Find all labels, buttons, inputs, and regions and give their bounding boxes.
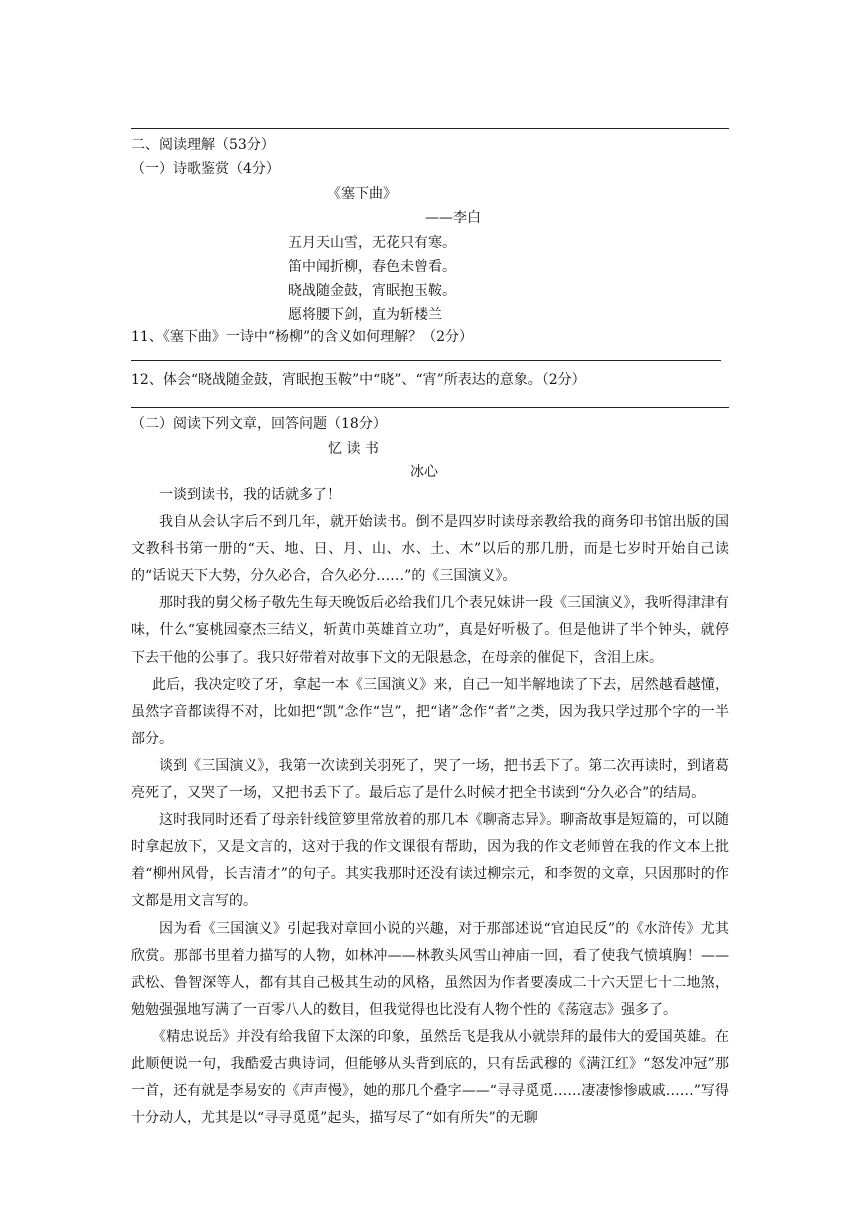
poetry-section-heading: （一）诗歌鉴赏（4分） [131,161,280,177]
question-11: 11、《塞下曲》一诗中“杨柳”的含义如何理解？（2分） [131,329,474,345]
article-paragraph: 那时我的舅父杨子敬先生每天晚饭后必给我们几个表兄妹讲一段《三国演义》，我听得津津有味，什么“宴桃园豪杰三结义，斩黄巾英雄首立功”，真是好听极了。但是他讲了半个钟头，就停下去干他的公事了。我只好带着对故事下文的无限悬念，在母亲的催促下，含泪上床。 [131,595,729,666]
article-paragraph: 因为看《三国演义》引起我对章回小说的兴趣，对于那部述说“官迫民反”的《水浒传》尤其欣赏。那部书里着力描写的人物，如林冲——林教头风雪山神庙一回，看了使我气愤填胸！——武松、鲁智深等人，都有其自己极其生动的风格，虽然因为作者要凑成二十六天罡七十二地煞，勉勉强强地写满了一百零八人的数目，但我觉得也比没有人物个性的《荡寇志》强多了。 [131,920,729,1018]
article-paragraph: 《精忠说岳》并没有给我留下太深的印象，虽然岳飞是我从小就崇拜的最伟大的爱国英雄。在此顺便说一句，我酷爱古典诗词，但能够从头背到底的，只有岳武穆的《满江红》“怒发冲冠”那一首，还有就是李易安的《声声慢》，她的那几个叠字——“寻寻觅觅……凄凄惨惨戚戚……”写得十分动人，尤其是以“寻寻觅觅”起头，描写尽了“如有所失”的无聊 [131,1028,729,1127]
poem-line: 五月天山雪，无花只有寒。 [288,235,456,251]
poem-line: 愿将腰下剑，直为斩楼兰 [288,307,442,323]
article-paragraph: 一谈到读书，我的话就多了！ [159,487,341,503]
answer-line-12 [131,407,729,408]
article-body [131,482,729,1132]
poem-line: 笛中闻折柳，春色未曾看。 [288,259,456,275]
article-author: 冰心 [410,464,438,480]
poem-line: 晓战随金鼓，宵眠抱玉鞍。 [288,283,456,299]
poem-author: ——李白 [425,210,481,226]
poem-title: 《塞下曲》 [327,186,397,202]
article-paragraph: 我自从会认字后不到几年，就开始读书。倒不是四岁时读母亲教给我的商务印书馆出版的国文教科书第一册的“天、地、日、月、山、水、土、木”以后的那几册，而是七岁时开始自己读的“话说天下大势，分久必合，合久必分……”的《三国演义》。 [131,514,729,585]
reading-section-heading: （二）阅读下列文章，回答问题（18分） [131,416,387,432]
article-paragraph: 谈到《三国演义》，我第一次读到关羽死了，哭了一场，把书丢下了。第二次再读时，到诸葛亮死了，又哭了一场，又把书丢下了。最后忘了是什么时候才把全书读到“分久必合”的结局。 [131,757,729,802]
top-rule [131,128,729,129]
answer-line-11 [131,360,721,361]
section-heading: 二、阅读理解（53分） [131,137,275,153]
article-title: 忆 读 书 [328,441,379,457]
article-paragraph: 此后，我决定咬了牙，拿起一本《三国演义》来，自己一知半解地读了下去，居然越看越懂，虽然字音都读得不对，比如把“凯”念作“岂”，把“诸”念作“者”之类，因为我只学过那个字的一半部分。 [131,676,729,747]
question-12: 12、体会“晓战随金鼓，宵眠抱玉鞍”中“晓”、“宵”所表达的意象。（2分） [131,372,586,388]
article-paragraph: 这时我同时还看了母亲针线笸箩里常放着的那几本《聊斋志异》。聊斋故事是短篇的，可以随时拿起放下，又是文言的，这对于我的作文课很有帮助，因为我的作文老师曾在我的作文本上批着“柳州风骨，长吉清才”的句子。其实我那时还没有读过柳宗元，和李贺的文章，只因那时的作文都是用文言写的。 [131,812,729,910]
